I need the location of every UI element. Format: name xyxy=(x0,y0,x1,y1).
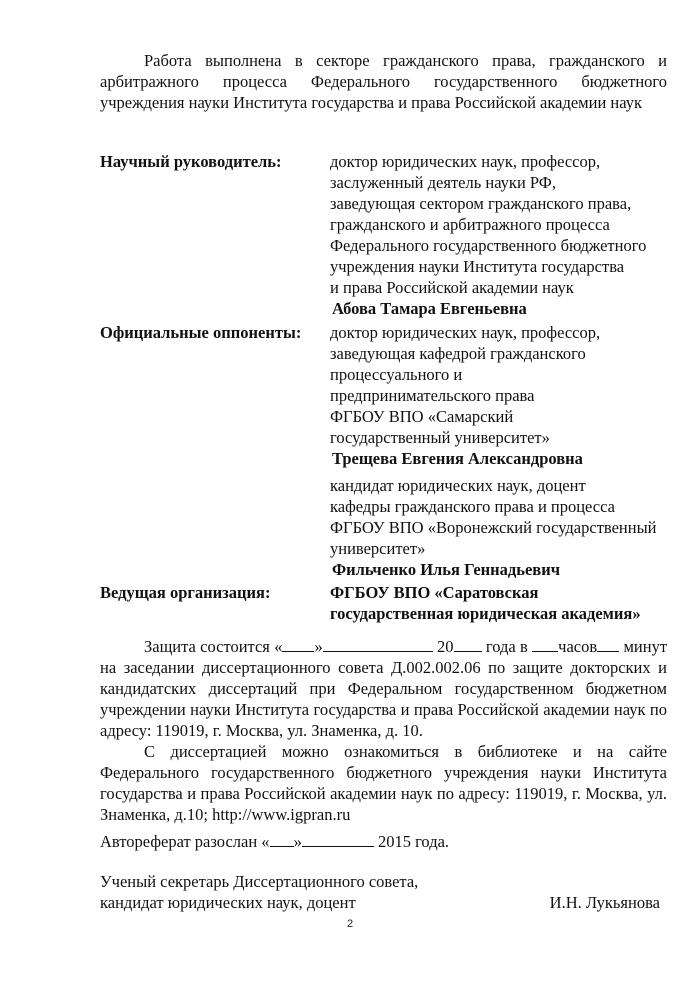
defense-prefix: Защита состоится « xyxy=(144,637,283,656)
secretary-name: И.Н. Лукьянова xyxy=(549,893,660,912)
supervisor-line: доктор юридических наук, профессор, xyxy=(330,152,601,171)
intro-paragraph: Работа выполнена в секторе гражданского права, гражданского и арбитражного процесса Федерального государственного бюджетного учреждения науки Института государства и права Российской академии наук xyxy=(100,51,667,112)
supervisor-name: Абова Тамара Евгеньевна xyxy=(332,299,527,318)
defense-quote-close: » xyxy=(314,637,323,656)
secretary-degree: кандидат юридических наук, доцент xyxy=(100,893,356,912)
dispatch-line xyxy=(100,831,667,852)
opponents-label: Официальные оппоненты: xyxy=(100,323,302,342)
leading-org-label: Ведущая организация: xyxy=(100,583,271,602)
dispatch-month-blank xyxy=(302,832,374,847)
library-paragraph: С диссертацией можно ознакомиться в библиотеке и на сайте Федерального государственного бюджетного учреждения науки Института государства и права Российской академии наук по адресу: 119019, г. Москва, ул. Знаменка, д.10; http://www.igpran.ru xyxy=(100,742,667,824)
dispatch-suffix: 2015 года. xyxy=(377,832,450,851)
leading-org-line: ФГБОУ ВПО «Саратовская xyxy=(330,583,539,602)
supervisor-line: и права Российской академии наук xyxy=(330,278,574,297)
supervisor-line: Федерального государственного бюджетного xyxy=(330,236,647,255)
opponent-1-line: предпринимательского права xyxy=(330,386,535,405)
month-blank xyxy=(323,637,433,652)
secretary-block xyxy=(100,871,418,913)
opponent-1-line: доктор юридических наук, профессор, xyxy=(330,323,601,342)
opponent-2-name: Фильченко Илья Геннадьевич xyxy=(332,560,561,579)
page-number: 2 xyxy=(346,918,354,930)
opponent-1-line: ФГБОУ ВПО «Самарский xyxy=(330,407,514,426)
opponent-1-line: государственный университет» xyxy=(330,428,550,447)
opponent-1-line: заведующая кафедрой гражданского xyxy=(330,344,586,363)
supervisor-details xyxy=(330,151,646,319)
supervisor-line: гражданского и арбитражного процесса xyxy=(330,215,610,234)
supervisor-line: учреждения науки Института государства xyxy=(330,257,625,276)
leading-org-name xyxy=(330,582,641,624)
opponent-2-details xyxy=(330,475,657,580)
year-blank xyxy=(454,637,482,652)
opponent-1-details xyxy=(330,322,600,469)
opponent-1-line: процессуального и xyxy=(330,365,463,384)
hours-blank xyxy=(532,637,558,652)
secretary-title: Ученый секретарь Диссертационного совета, xyxy=(100,872,419,891)
supervisor-line: заведующая сектором гражданского права, xyxy=(330,194,632,213)
defense-year-suffix: года в xyxy=(485,637,528,656)
opponent-2-line: кандидат юридических наук, доцент xyxy=(330,476,586,495)
dispatch-quote-close: » xyxy=(293,832,302,851)
opponent-1-name: Трещева Евгения Александровна xyxy=(332,449,583,468)
dispatch-day-blank xyxy=(270,832,294,847)
opponent-2-line: ФГБОУ ВПО «Воронежский государственный xyxy=(330,518,657,537)
opponent-2-line: университет» xyxy=(330,539,426,558)
defense-paragraph xyxy=(100,636,667,741)
day-blank xyxy=(282,637,314,652)
supervisor-line: заслуженный деятель науки РФ, xyxy=(330,173,556,192)
defense-minutes: минут xyxy=(623,637,668,656)
supervisor-label: Научный руководитель: xyxy=(100,152,282,171)
defense-year: 20 xyxy=(437,637,454,656)
defense-hours: часов xyxy=(558,637,598,656)
dispatch-prefix: Автореферат разослан « xyxy=(100,832,270,851)
opponent-2-line: кафедры гражданского права и процесса xyxy=(330,497,615,516)
defense-rest: на заседании диссертационного совета Д.002.002.06 по защите докторских и кандидатских диссертаций при Федеральном государственном бюджетном учреждении науки Института государства и права Российской академии наук по адресу: 119019, г. Москва, ул. Знаменка, д. 10. xyxy=(100,658,667,740)
leading-org-line: государственная юридическая академия» xyxy=(330,604,641,623)
minutes-blank xyxy=(597,637,619,652)
